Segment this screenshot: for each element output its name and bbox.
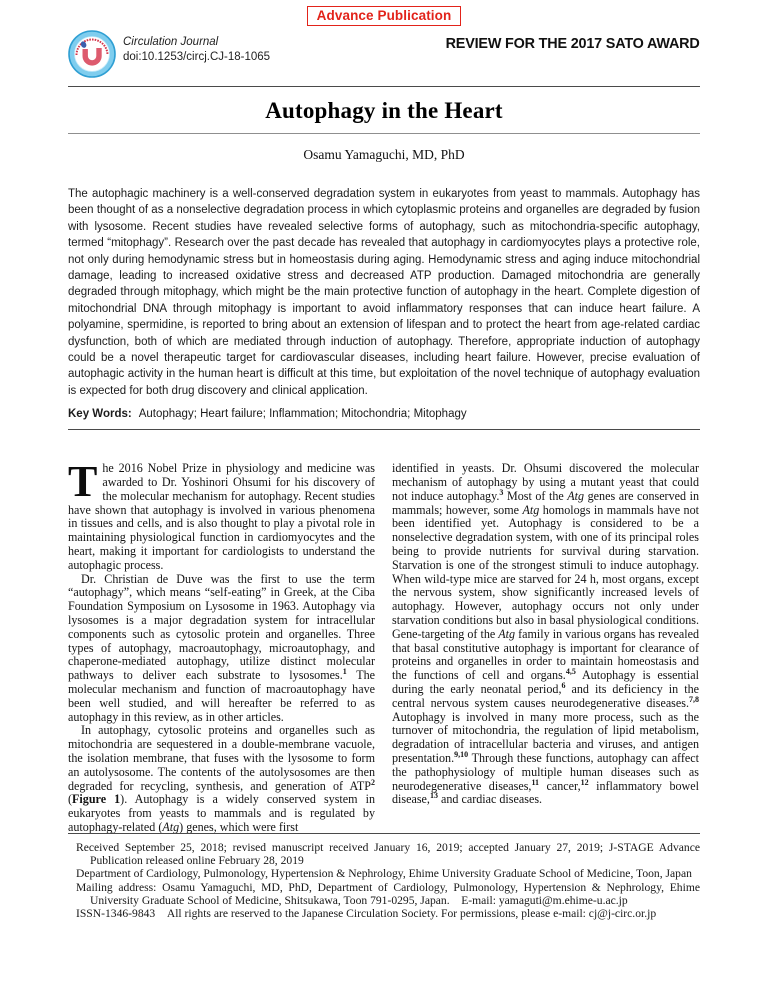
- article-author: Osamu Yamaguchi, MD, PhD: [303, 147, 465, 162]
- body-paragraph: Dr. Christian de Duve was the first to use the term “autophagy”, which means “self-eating” in Greek, at the Ciba Foundation Symposium on Lysosome in 1963. Autophagy via lysosomes is a major degradation system for intracellular components such as cytosolic protein and organelles. Three types of autophagy, macroautophagy, microautophagy, and chaperone-mediated autophagy, utilize distinct molecular pathways to deliver each substrate to lysosomes.$^1$ The molecular mechanism and function of macroautophagy have been well studied, and will hereafter be referred to as autophagy in this review, as in other articles.: [68, 571, 376, 724]
- footer-mailing-address-line: Mailing address: Osamu Yamaguchi, MD, PhD, Department of Cardiology, Pulmonology, Hypertension & Nephrology, Ehime University Graduate School of Medicine, Shitsukawa, Toon 791-0295, Japan. E-mail: yamaguti@m.ehime-u.ac.jp: [76, 880, 700, 907]
- left-column: [68, 462, 375, 850]
- paragraph-text: he 2016 Nobel Prize in physiology and medicine was awarded to Dr. Yoshinori Ohsumi for his discovery of the molecular mechanism for autophagy. Recent studies have shown that autophagy is involved in various phenomena in tissues and cells, and is also thought to play a pivotal role in maintaining physiological function in cardiomyocytes and the heart, making it important for cardiologists to understand the autophagic process.: [68, 462, 375, 572]
- keywords-line: [68, 408, 700, 420]
- body-paragraph: In autophagy, cytosolic proteins and organelles such as mitochondria are sequestered in a double-membrane vacuole, the isolation membrane, that fuses with the lysosome to form an autolysosome. The contents of the autolysosomes are then degraded for recycling, synthesis, and generation of ATP$^2$ (Figure 1). Autophagy is a widely conserved system in eukaryotes from yeasts to mammals and is regulated by autophagy-related (Atg) genes, which were first: [68, 723, 376, 834]
- footer-issn-line: ISSN-1346-9843 All rights are reserved to the Japanese Circulation Society. For permissions, please e-mail: cj@j-circ.or.jp: [76, 907, 657, 921]
- article-title: Autophagy in the Heart: [265, 98, 503, 123]
- body-columns: [68, 462, 700, 850]
- header-divider: [68, 86, 700, 87]
- keywords-text: Autophagy; Heart failure; Inflammation; Mitochondria; Mitophagy: [138, 408, 467, 421]
- banner-row: [68, 6, 700, 26]
- journal-header: [68, 29, 700, 80]
- keywords-label: Key Words:: [68, 408, 132, 421]
- journal-name: Circulation Journal: [123, 36, 219, 48]
- footer-affiliation-line: Department of Cardiology, Pulmonology, Hypertension & Nephrology, Ehime University Graduate School of Medicine, Toon, Japan: [76, 867, 692, 881]
- journal-identity: [123, 35, 270, 64]
- dropcap-letter: T: [68, 462, 98, 507]
- journal-doi: doi:10.1253/circj.CJ-18-1065: [123, 50, 271, 63]
- body-paragraph: identified in yeasts. Dr. Ohsumi discovered the molecular mechanism of autophagy by using a mutant yeast that could not induce autophagy.$^3$ Most of the Atg genes are conserved in mammals; however, some Atg homologs in mammals have not been identified yet. Autophagy is considered to be a nonselective degradation system, with one of its principal roles being to provide nutrients for survival during starvation. Starvation is one of the strongest stimuli to induce autophagy. When wild-type mice are starved for 24 h, most organs, except the nervous system, show significantly increased levels of autophagy. However, autophagy occurs not only under starvation conditions but also in basal physiological conditions. Gene-targeting of the Atg family in various organs has revealed that basal constitutive autophagy is important for clearance of proteins and organelles in order to maintain homeostasis and the functions of cell and organs.$^{4,5}$ Autophagy is essential during the early neonatal period,$^6$ and its deficiency in the central nervous system causes neurodegenerative diseases.$^{7,8}$ Autophagy is involved in many more process, such as the turnover of mitochondria, the regulation of lipid metabolism, degradation of intracellular bacteria and viruses, and antigen presentation.$^{9,10}$ Through these functions, autophagy can affect the pathophysiology of multiple human diseases such as neurodegenerative diseases,$^{11}$ cancer,$^{12}$ inflammatory bowel disease,$^{13}$ and cardiac diseases.: [392, 462, 700, 807]
- advance-publication-badge: Advance Publication: [307, 6, 462, 26]
- title-divider: [68, 133, 700, 134]
- review-award-label: REVIEW FOR THE 2017 SATO AWARD: [445, 35, 700, 52]
- abstract-text: The autophagic machinery is a well-conserved degradation system in eukaryotes from yeast to mammals. Autophagy has been thought of as a nonselective degradation process in which cytoplasmic proteins and organelles are degraded by fusion with lysosome. Recent studies have revealed selective forms of autophagy, such as mitochondria-specific autophagy, termed “mitophagy”. Research over the past decade has revealed that autophagy in cardiomyocytes plays a protective role, not only during hemodynamic stress but in homeostasis during aging. Hemodynamic stress and aging induce mitochondrial damage, leading to increased oxidative stress and decreased ATP production. Damaged mitochondria are generally degraded through mitophagy, which might be the main protective function of autophagy in the heart. Complete digestion of mitochondrial DNA through mitophagy is important to avoid inflammatory responses that can induce heart failure. A polyamine, spermidine, is reported to bring about an extension of lifespan and to protect the heart from age-related cardiac dysfunction, both of which are mediated through induction of autophagy. Therefore, appropriate induction of autophagy could be a novel therapeutic target for cardiovascular diseases, including heart failure. However, precise evaluation of autophagic activity in the human heart is difficult at this time, but exploitation of the novel technique of autophagy evaluation is expected for both drug discovery and clinical application.: [68, 188, 700, 397]
- publication-footer: [68, 833, 700, 920]
- footer-received-line: Received September 25, 2018; revised manuscript received January 16, 2019; accepted January 27, 2019; J-STAGE Advance Publication released online February 28, 2019: [76, 841, 700, 868]
- keywords-divider: [68, 429, 700, 430]
- jcs-logo-icon: [68, 30, 116, 78]
- body-paragraph: [68, 462, 375, 572]
- right-column: [392, 462, 699, 850]
